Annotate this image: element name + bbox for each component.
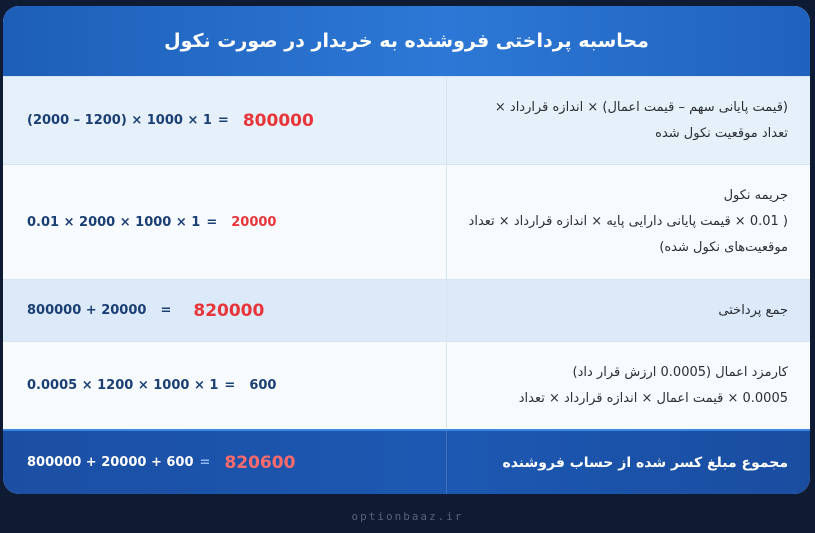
description-line: تعداد موقعیت نکول شده: [655, 125, 788, 141]
table-row: [3, 76, 810, 164]
site-watermark: optionbaaz.ir: [351, 510, 464, 523]
equals-sign: =: [160, 303, 172, 318]
description-cell: [447, 77, 810, 164]
description-line: کارمزد اعمال (0.0005 ارزش قرار داد): [572, 364, 788, 380]
formula-cell: [3, 342, 447, 429]
formula-result: 820000: [193, 300, 265, 321]
total-row: [3, 429, 810, 494]
description-line: 0.0005 × قیمت اعمال × اندازه قرارداد × تعداد: [518, 390, 788, 406]
formula-cell: [3, 280, 447, 341]
formula-expression: 0.01 × 2000 × 1000 × 1: [27, 214, 201, 230]
card-title: محاسبه پرداختی فروشنده به خریدار در صورت نکول: [3, 6, 810, 76]
formula-cell: [3, 431, 447, 494]
description-line: (قیمت پایانی سهم – قیمت اعمال) × اندازه قرارداد ×: [494, 99, 788, 115]
equals-sign: =: [206, 214, 218, 230]
table-row: [3, 164, 810, 279]
description-line: مجموع مبلغ کسر شده از حساب فروشنده: [502, 454, 788, 471]
table-row: [3, 341, 810, 429]
calculation-card: [3, 6, 810, 494]
formula-result: 820600: [224, 452, 296, 473]
equals-sign: =: [199, 455, 211, 470]
description-line: جمع پرداختی: [718, 302, 788, 318]
description-cell: [447, 342, 810, 429]
description-cell: [447, 165, 810, 279]
formula-result: 800000: [242, 110, 314, 131]
formula-expression: (2000 – 1200) × 1000 × 1: [27, 113, 212, 128]
description-line: جریمه نکول: [723, 188, 788, 203]
formula-cell: [3, 77, 447, 164]
formula-cell: [3, 165, 447, 279]
description-cell: [447, 280, 810, 341]
description-line: موقعیت‌های نکول شده): [659, 240, 788, 255]
equals-sign: =: [217, 113, 229, 128]
formula-expression: 0.0005 × 1200 × 1000 × 1: [27, 378, 219, 393]
equals-sign: =: [224, 378, 236, 393]
formula-expression: 800000 + 20000: [27, 303, 147, 318]
formula-result: 600: [249, 378, 277, 393]
description-line: ( 0.01 × قیمت پایانی دارایی پایه × اندازه قرارداد × تعداد: [468, 214, 788, 229]
table-row: [3, 279, 810, 341]
formula-expression: 800000 + 20000 + 600: [27, 455, 194, 470]
formula-result: 20000: [231, 214, 277, 230]
description-cell: [447, 431, 810, 494]
